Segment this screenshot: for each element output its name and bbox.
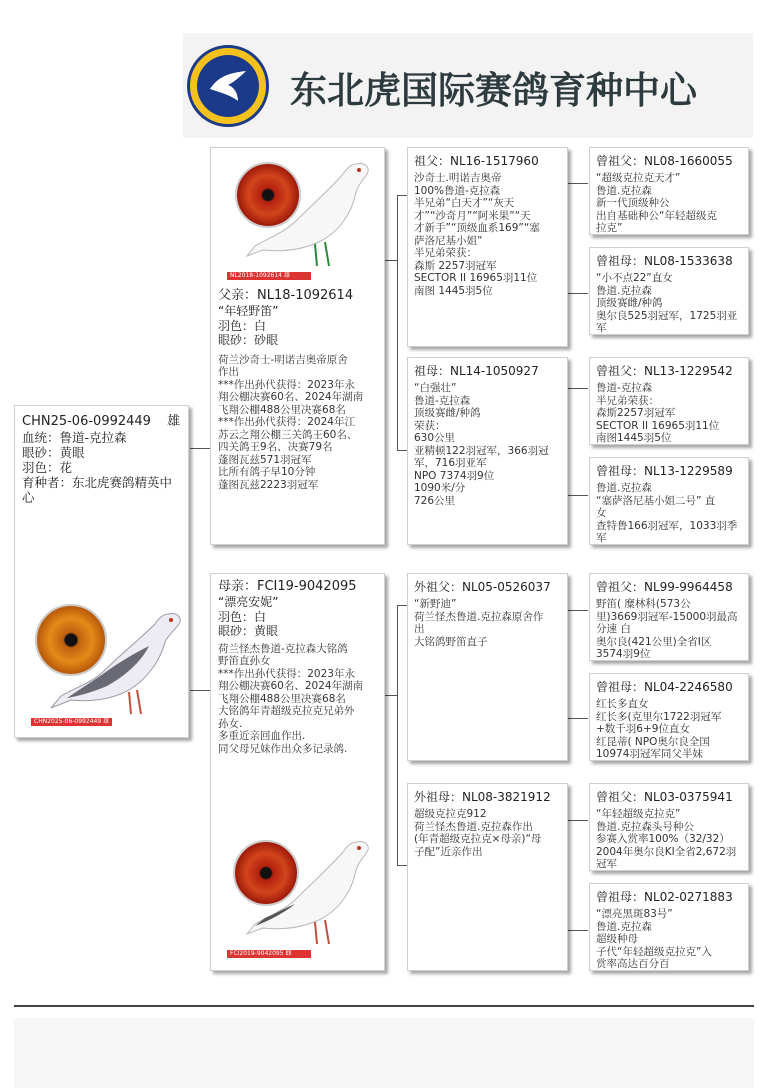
sire-tag: NL2018-1092614 雄 bbox=[227, 272, 311, 280]
subject-color: 羽色：花 bbox=[22, 460, 73, 475]
great-grandparent-title: 曾祖父：NL08-1660055 bbox=[596, 154, 733, 168]
subject-pigeon-photo bbox=[45, 596, 185, 726]
connector-line bbox=[568, 610, 588, 611]
great-grandparent-details: 红长多直女 红长多(克里尔1722羽冠军 +数千羽6+9位直女 红昆蒂( NPO奥尔良全国 10974羽冠军同父半妹 bbox=[596, 698, 722, 760]
great-grandparent-details: 鲁道-克拉森 半兄弟荣获： 森斯2257羽冠军 SECTOR II 16965羽11位 南图1445羽5位 bbox=[596, 382, 720, 444]
great-grandparent-details: “超级克拉克天才” 鲁道.克拉森 新一代顶级种公 出自基础种公“年轻超级克 拉克” bbox=[596, 172, 717, 234]
grandparent-title: 外祖母：NL08-3821912 bbox=[414, 790, 551, 804]
grandfather-card bbox=[407, 147, 568, 347]
grandparent-details: “白强壮” 鲁道-克拉森 顶级赛雌/种鸽 荣获： 630公里 亚精顿122羽冠军，366羽冠 军，716羽亚军 NPO 7374羽9位 1090米/分 726公里 bbox=[414, 382, 549, 507]
subject-breeder: 育种者：东北虎赛鸽精英中心 bbox=[22, 475, 173, 505]
great-grandparent-title: 曾祖母：NL08-1533638 bbox=[596, 254, 733, 268]
great-grandparent-card bbox=[589, 783, 749, 871]
connector-line bbox=[568, 388, 588, 389]
dam-pigeon-photo bbox=[245, 834, 375, 954]
great-grandparent-card bbox=[589, 883, 749, 971]
great-grandparent-details: 鲁道.克拉森 “塞萨洛尼基小姐二号” 直 女 查特鲁166羽冠军，1033羽季 军 bbox=[596, 482, 738, 544]
sire-notes: 荷兰沙奇士-明诺吉奥帝原舍 作出 ***作出孙代获得：2023年永 翔公棚决赛60名、2024年湖南 飞翔公棚488公里决赛68名 ***作出孙代获得：2024年江 苏云之翔公棚三关鸽王60名、 四关鸽王9名、决赛79名 蓬图瓦兹571羽冠军 比所有鸽子早10分钟 蓬图瓦兹2223羽冠军 bbox=[218, 353, 364, 491]
grandparent-details: 沙奇士.明诺吉奥帝 100%鲁道-克拉森 半兄弟“白天才”“灰天 才”“沙奇月”“阿米果”“天 才新手”“顶级血系169”“塞 萨洛尼基小姐” 半兄弟荣获： 森斯 2257羽冠军 SECTOR II 16965羽11位 南图 1445羽5位 bbox=[414, 172, 540, 297]
dam-notes: 荷兰怪杰鲁道-克拉森大铭鸽 野笛直孙女 ***作出孙代获得：2023年永 翔公棚决赛60名、2024年湖南 飞翔公棚488公里决赛68名 大铭鸽年青超级克拉克兄弟外 孙女. 多重近亲回血作出. 同父母兄妹作出众多记录鸽. bbox=[218, 642, 364, 755]
logo bbox=[187, 45, 269, 127]
connector-line bbox=[397, 450, 407, 451]
connector-line bbox=[385, 260, 397, 261]
grandparent-details: “新野迪” 荷兰怪杰鲁道.克拉森原舍作 出 大铭鸽野笛直子 bbox=[414, 598, 544, 648]
subject-card bbox=[14, 405, 189, 738]
subject-ring: CHN25-06-0992449 bbox=[22, 414, 151, 429]
footer-divider bbox=[14, 1005, 754, 1007]
connector-line bbox=[568, 495, 588, 496]
subject-eye: 眼砂：黄眼 bbox=[22, 445, 85, 460]
great-grandparent-title: 曾祖母：NL04-2246580 bbox=[596, 680, 733, 694]
connector-line bbox=[568, 293, 588, 294]
subject-tag: CHN2025-06-0992449 雄 bbox=[31, 718, 112, 726]
grandparent-title: 祖母：NL14-1050927 bbox=[414, 364, 539, 378]
sire-card bbox=[210, 147, 385, 545]
maternal-grandfather-card bbox=[407, 573, 568, 761]
great-grandparent-details: “年轻超级克拉克” 鲁道.克拉森头号种公 参赛入赏率100%（32/32） 2004年奥尔良KI全省2,672羽 冠军 bbox=[596, 808, 737, 870]
connector-line bbox=[568, 718, 588, 719]
great-grandparent-details: “漂亮黑斑83号” 鲁道.克拉森 超级种母 子代“年轻超级克拉克”入 赏率高达百分百 bbox=[596, 908, 712, 970]
connector-line bbox=[397, 605, 398, 865]
great-grandparent-details: “小不点22”直女 鲁道.克拉森 顶级赛雌/种鸽 奥尔良525羽冠军，1725羽亚 军 bbox=[596, 272, 738, 334]
connector-line bbox=[190, 690, 210, 691]
great-grandparent-card bbox=[589, 573, 749, 661]
connector-line bbox=[397, 865, 407, 866]
great-grandparent-title: 曾祖父：NL03-0375941 bbox=[596, 790, 733, 804]
grandparent-details: 超级克拉克912 荷兰怪杰鲁道.克拉森作出 (年青超级克拉克×母亲)“母 子配”近亲作出 bbox=[414, 808, 542, 858]
sire-pigeon-photo bbox=[245, 156, 375, 276]
great-grandparent-card bbox=[589, 357, 749, 445]
grandmother-card bbox=[407, 357, 568, 545]
great-grandparent-title: 曾祖父：NL99-9964458 bbox=[596, 580, 733, 594]
connector-line bbox=[385, 695, 397, 696]
connector-line bbox=[397, 195, 398, 450]
connector-line bbox=[190, 448, 210, 449]
great-grandparent-card bbox=[589, 147, 749, 235]
connector-line bbox=[568, 930, 588, 931]
sire-eye: 眼砂：砂眼 bbox=[218, 333, 279, 347]
dam-card bbox=[210, 573, 385, 971]
grandparent-title: 外祖父：NL05-0526037 bbox=[414, 580, 551, 594]
page-title: 东北虎国际赛鸽育种中心 bbox=[290, 69, 697, 112]
great-grandparent-title: 曾祖母：NL13-1229589 bbox=[596, 464, 733, 478]
great-grandparent-card bbox=[589, 457, 749, 545]
grandparent-title: 祖父：NL16-1517960 bbox=[414, 154, 539, 168]
sire-nickname: “年轻野笛” bbox=[218, 304, 279, 318]
great-grandparent-details: 野笛( 糜林科(573公 里)3669羽冠军-15000羽最高 分速 白 奥尔良(421公里)全省I区 3574羽9位 bbox=[596, 598, 738, 660]
sire-color: 羽色：白 bbox=[218, 318, 267, 333]
dam-title: 母亲：FCI19-9042095 bbox=[218, 579, 357, 594]
sire-title: 父亲：NL18-1092614 bbox=[218, 288, 354, 303]
footer-band bbox=[14, 1018, 754, 1088]
subject-bloodline: 血统：鲁道-克拉森 bbox=[22, 430, 127, 445]
great-grandparent-card bbox=[589, 673, 749, 761]
connector-line bbox=[568, 820, 588, 821]
dam-nickname: “漂亮安妮” bbox=[218, 595, 279, 609]
great-grandparent-title: 曾祖母：NL02-0271883 bbox=[596, 890, 733, 904]
dam-eye: 眼砂：黄眼 bbox=[218, 624, 279, 638]
dam-tag: FCI2019-9042095 雌 bbox=[227, 950, 311, 958]
dam-color: 羽色：白 bbox=[218, 609, 267, 624]
maternal-grandmother-card bbox=[407, 783, 568, 971]
connector-line bbox=[568, 183, 588, 184]
great-grandparent-title: 曾祖父：NL13-1229542 bbox=[596, 364, 733, 378]
connector-line bbox=[397, 195, 407, 196]
pigeon-emblem-icon bbox=[197, 55, 259, 117]
great-grandparent-card bbox=[589, 247, 749, 335]
connector-line bbox=[397, 605, 407, 606]
subject-sex: 雄 bbox=[167, 414, 181, 429]
